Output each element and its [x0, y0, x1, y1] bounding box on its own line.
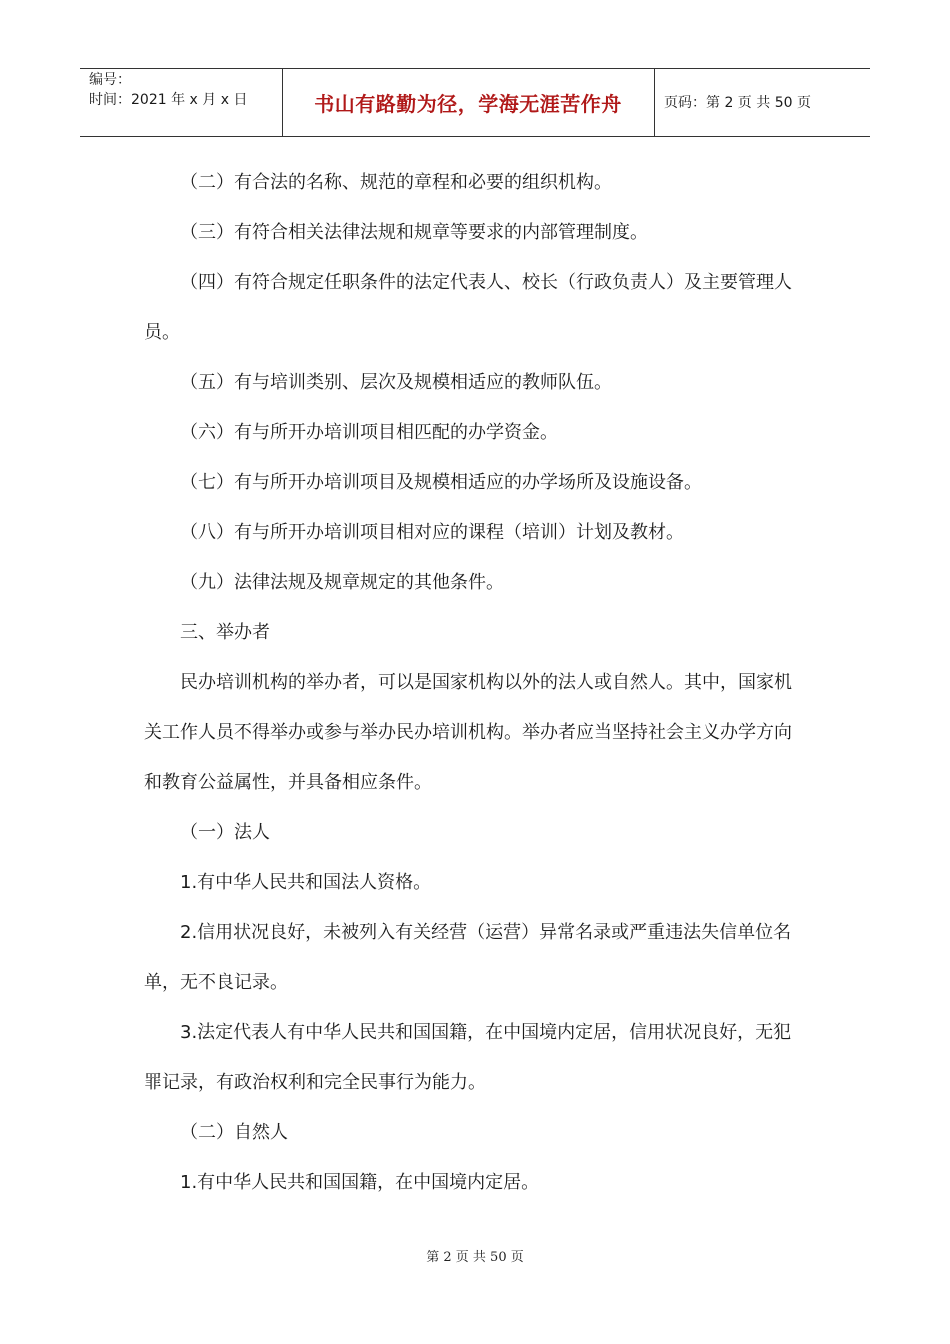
paragraph-item-8: （八）有与所开办培训项目相对应的课程（培训）计划及教材。	[180, 522, 684, 543]
paragraph-natural-1: 1.有中华人民共和国国籍，在中国境内定居。	[180, 1172, 540, 1193]
document-number-label: 编号：	[89, 72, 131, 88]
paragraph-item-4: （四）有符合规定任职条件的法定代表人、校长（行政负责人）及主要管理人员。	[144, 272, 792, 343]
page-footer: 第 2 页 共 50 页	[426, 1250, 524, 1265]
paragraph-item-5: （五）有与培训类别、层次及规模相适应的教师队伍。	[180, 372, 612, 393]
paragraph-item-3: （三）有符合相关法律法规和规章等要求的内部管理制度。	[180, 222, 648, 243]
section-heading-organizer: 三、举办者	[180, 622, 270, 643]
paragraph-item-9: （九）法律法规及规章规定的其他条件。	[180, 572, 504, 593]
header-motto: 书山有路勤为径，学海无涯苦作舟	[314, 92, 622, 116]
header-page-cell	[655, 69, 870, 136]
header-page-number: 页码：第 2 页 共 50 页	[664, 95, 811, 111]
subheading-legal-person: （一）法人	[180, 822, 270, 843]
document-header	[80, 68, 870, 137]
header-motto-cell	[282, 69, 655, 136]
paragraph-legal-2: 2.信用状况良好，未被列入有关经营（运营）异常名录或严重违法失信单位名单，无不良记录。	[144, 922, 792, 993]
header-info-cell	[80, 69, 283, 136]
subheading-natural-person: （二）自然人	[180, 1122, 288, 1143]
paragraph-organizer-intro: 民办培训机构的举办者，可以是国家机构以外的法人或自然人。其中，国家机关工作人员不得举办或参与举办民办培训机构。举办者应当坚持社会主义办学方向和教育公益属性，并具备相应条件。	[144, 672, 792, 793]
paragraph-legal-1: 1.有中华人民共和国法人资格。	[180, 872, 432, 893]
paragraph-item-6: （六）有与所开办培训项目相匹配的办学资金。	[180, 422, 558, 443]
document-time-label: 时间：2021 年 x 月 x 日	[89, 92, 248, 108]
paragraph-item-2: （二）有合法的名称、规范的章程和必要的组织机构。	[180, 172, 612, 193]
paragraph-item-7: （七）有与所开办培训项目及规模相适应的办学场所及设施设备。	[180, 472, 702, 493]
paragraph-legal-3: 3.法定代表人有中华人民共和国国籍，在中国境内定居，信用状况良好，无犯罪记录，有政治权利和完全民事行为能力。	[144, 1022, 792, 1093]
